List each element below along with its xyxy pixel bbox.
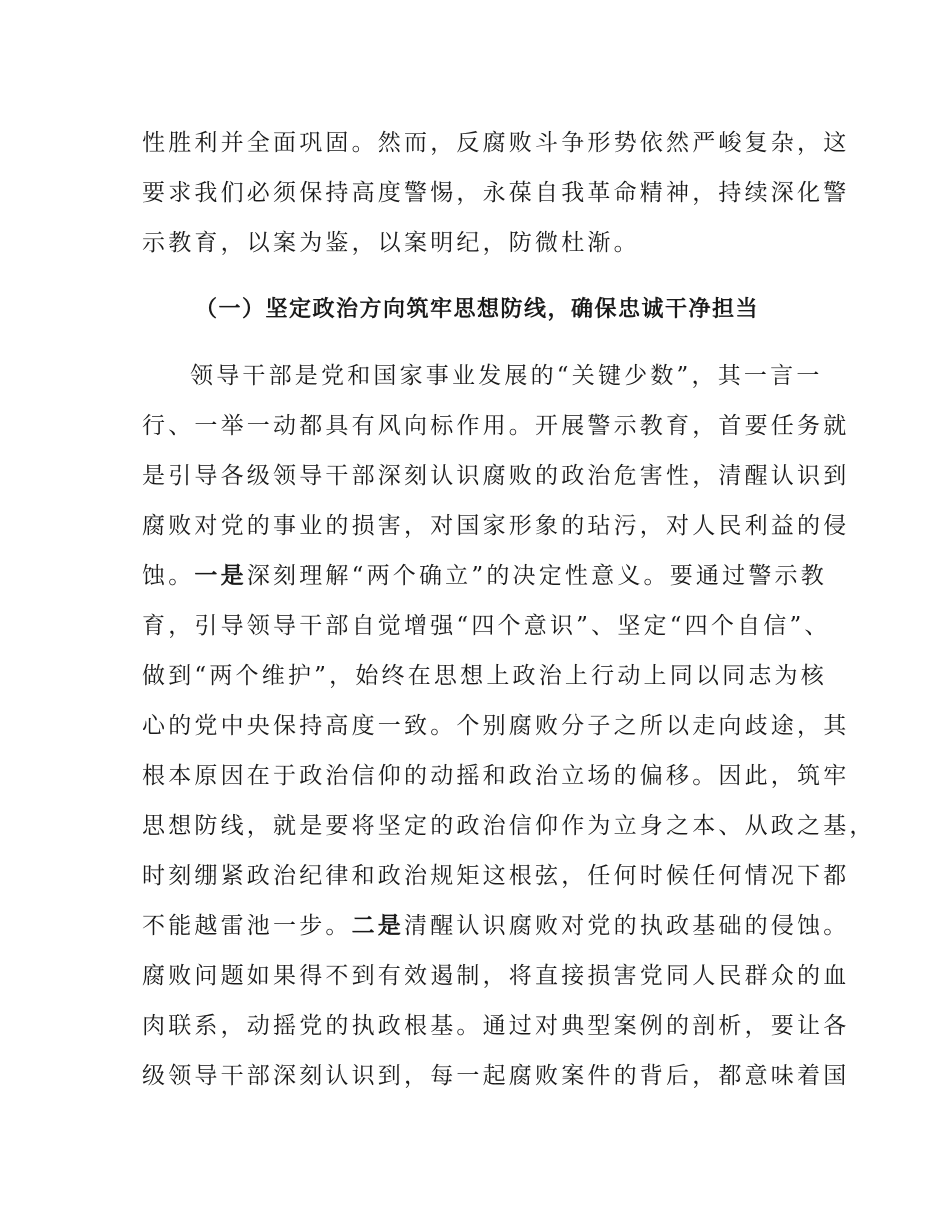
paragraph-line: 育，引导领导干部自觉增强“四个意识”、坚定“四个自信”、 [142,613,831,639]
paragraph-line: 做到“两个维护”，始终在思想上政治上行动上同以同志为核 [142,663,827,689]
line-text: 不能越雷池一步。 [142,913,352,939]
line-text: 蚀。 [142,563,195,589]
paragraph-line: 根本原因在于政治信仰的动摇和政治立场的偏移。因此，筑牢 [142,763,850,789]
paragraph-line [142,910,849,942]
section-heading: （一）坚定政治方向筑牢思想防线，确保忠诚干净担当 [195,297,760,322]
paragraph-line: 行、一举一动都具有风向标作用。开展警示教育，首要任务就 [142,413,850,439]
paragraph-line: 是引导各级领导干部深刻认识腐败的政治危害性，清醒认识到 [142,463,850,489]
point-marker-one: 一是 [194,563,247,589]
paragraph-line: 腐败问题如果得不到有效遏制，将直接损害党同人民群众的血 [142,963,850,989]
paragraph-line: 示教育，以案为鉴，以案明纪，防微杜渐。 [142,230,640,256]
paragraph-line: 时刻绷紧政治纪律和政治规矩这根弦，任何时候任何情况下都 [142,863,850,889]
paragraph-line: 性胜利并全面巩固。然而，反腐败斗争形势依然严峻复杂，这 [142,130,850,156]
paragraph-line: 心的党中央保持高度一致。个别腐败分子之所以走向歧途，其 [142,713,850,739]
point-marker-two: 二是 [351,913,405,939]
paragraph-line [142,560,827,592]
paragraph-line: 要求我们必须保持高度警惕，永葆自我革命精神，持续深化警 [142,180,850,206]
line-text: 深刻理解“两个确立”的决定性意义。要通过警示教 [246,563,827,589]
paragraph-line: 肉联系，动摇党的执政根基。通过对典型案例的剖析，要让各 [142,1013,850,1039]
paragraph-line: 级领导干部深刻认识到，每一起腐败案件的背后，都意味着国 [142,1063,850,1089]
paragraph-line: 领导干部是党和国家事业发展的“关键少数”，其一言一 [190,363,823,389]
paragraph-line: 腐败对党的事业的损害，对国家形象的玷污，对人民利益的侵 [142,513,850,539]
line-text: 清醒认识腐败对党的执政基础的侵蚀。 [404,913,850,939]
paragraph-line: 思想防线，就是要将坚定的政治信仰作为立身之本、从政之基， [142,813,876,839]
